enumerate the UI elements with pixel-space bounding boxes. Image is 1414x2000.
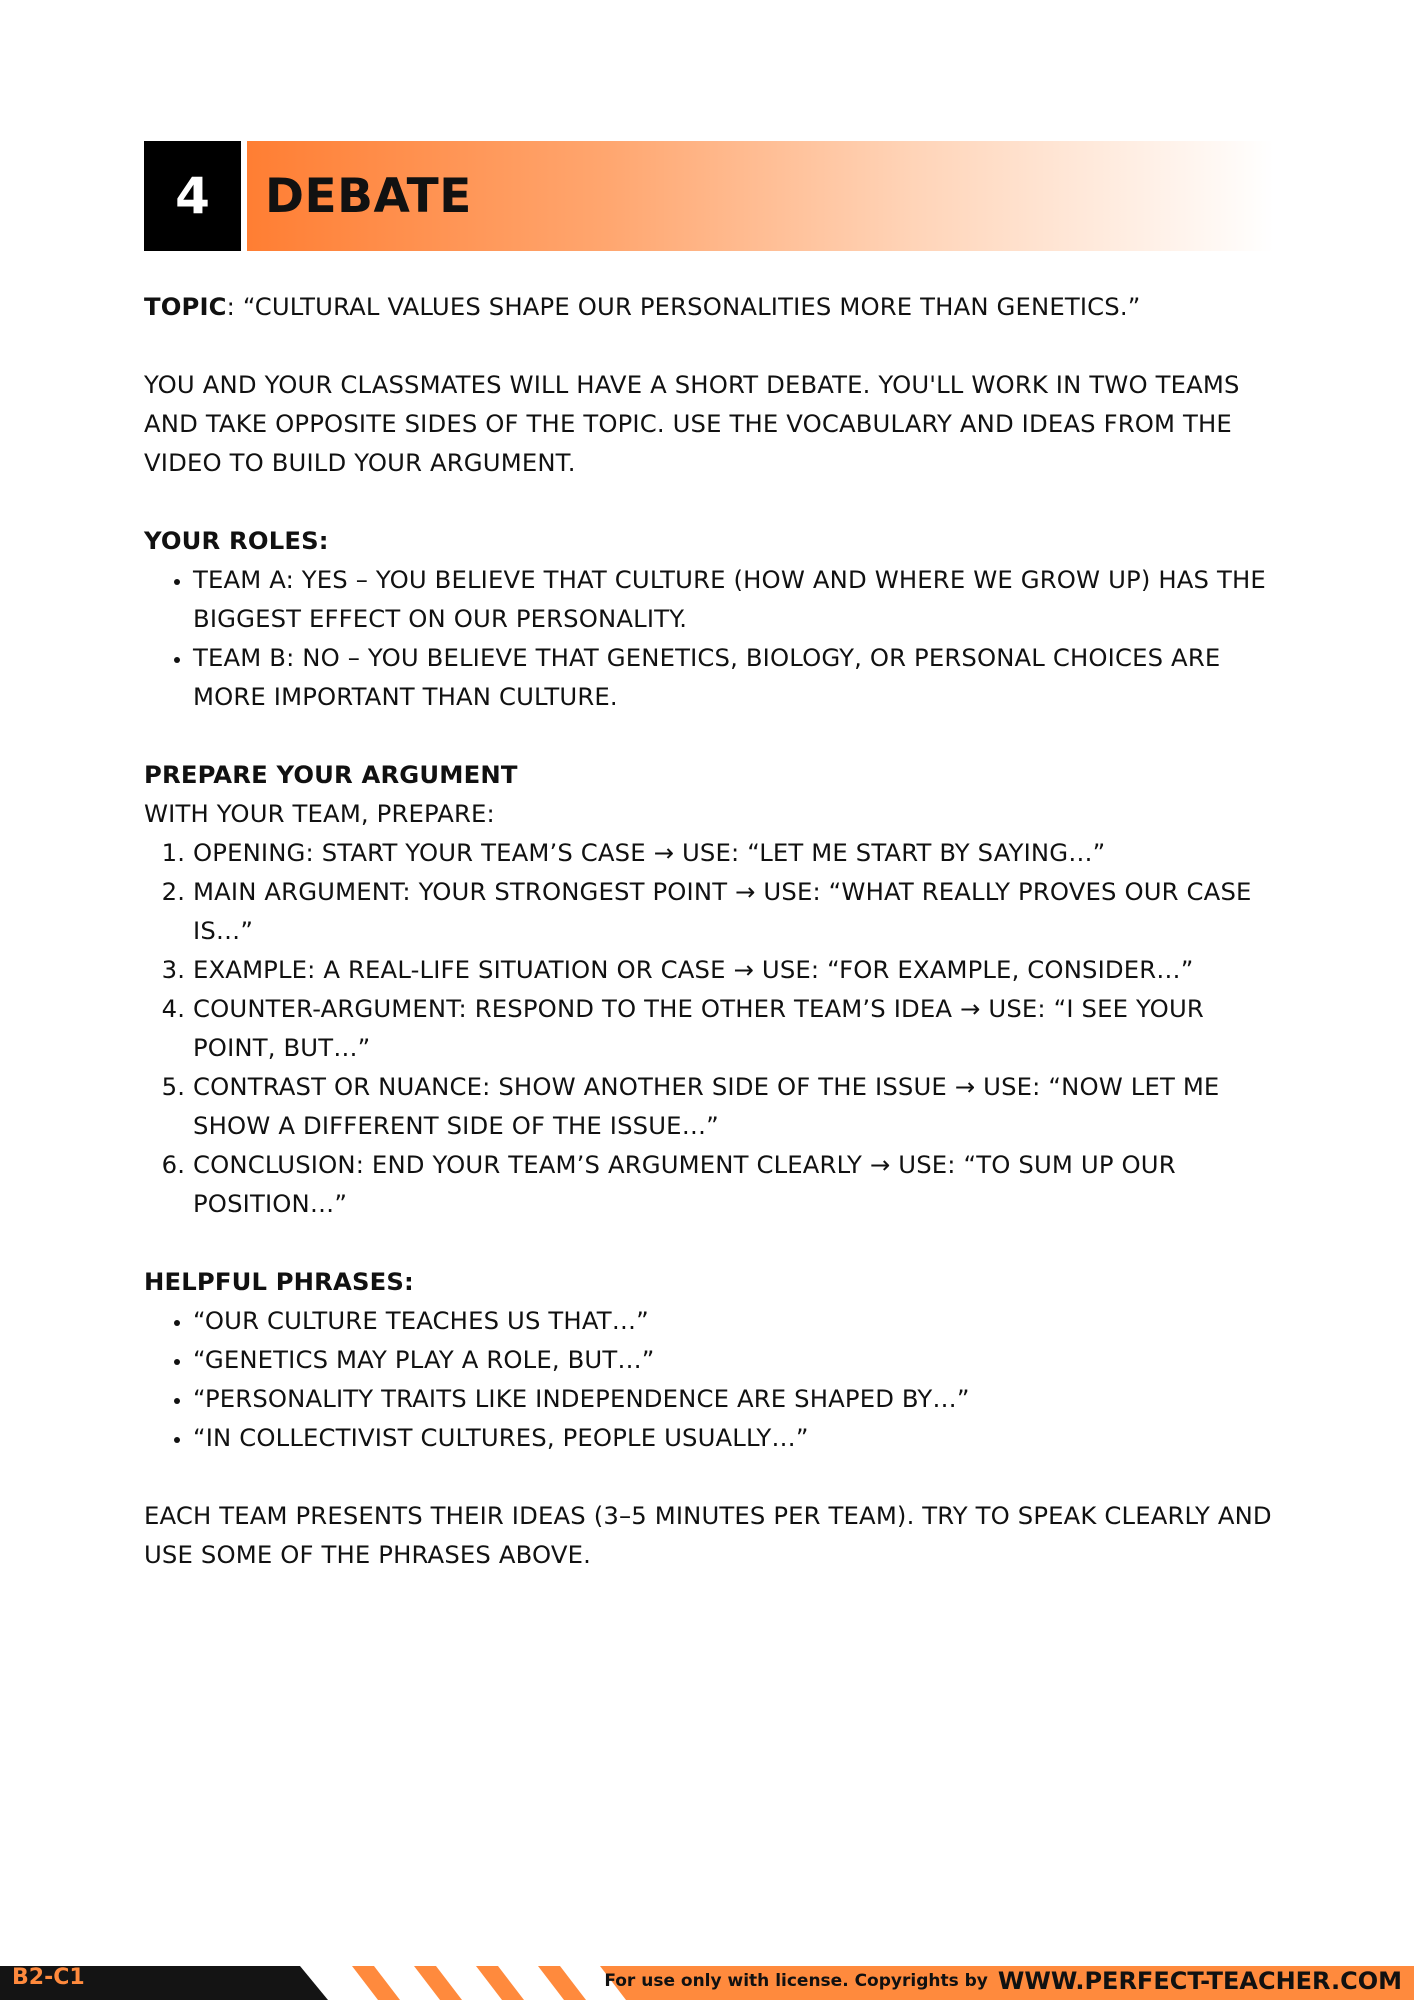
prepare-item: 2. MAIN ARGUMENT: YOUR STRONGEST POINT → USE: “WHAT REALLY PROVES OUR CASE IS…”	[193, 872, 1279, 950]
role-item: • TEAM B: NO – YOU BELIEVE THAT GENETICS, BIOLOGY, OR PERSONAL CHOICES ARE MORE IMPORTANT THAN CULTURE.	[193, 638, 1279, 716]
role-item: • TEAM A: YES – YOU BELIEVE THAT CULTURE (HOW AND WHERE WE GROW UP) HAS THE BIGGEST EFFECT ON OUR PERSONALITY.	[193, 560, 1279, 638]
section-title-bar	[247, 141, 1274, 251]
phrases-heading: HELPFUL PHRASES:	[144, 1267, 414, 1296]
license-text: For use only with license. Copyrights by	[604, 1971, 988, 1991]
phrases-list	[144, 1301, 1279, 1457]
phrase-item: • “GENETICS MAY PLAY A ROLE, BUT…”	[193, 1340, 1279, 1379]
prepare-list	[144, 833, 1279, 1223]
prepare-item: 6. CONCLUSION: END YOUR TEAM’S ARGUMENT CLEARLY → USE: “TO SUM UP OUR POSITION…”	[193, 1145, 1279, 1223]
intro-paragraph: YOU AND YOUR CLASSMATES WILL HAVE A SHORT DEBATE. YOU'LL WORK IN TWO TEAMS AND TAKE OPPOSITE SIDES OF THE TOPIC. USE THE VOCABULARY AND IDEAS FROM THE VIDEO TO BUILD YOUR ARGUMENT.	[144, 370, 1240, 477]
roles-list	[144, 560, 1279, 716]
roles-heading: YOUR ROLES:	[144, 526, 329, 555]
prepare-item: 1. OPENING: START YOUR TEAM’S CASE → USE: “LET ME START BY SAYING…”	[193, 833, 1279, 872]
section-header	[144, 141, 1274, 251]
section-title: DEBATE	[265, 168, 472, 224]
prepare-item: 3. EXAMPLE: A REAL-LIFE SITUATION OR CASE → USE: “FOR EXAMPLE, CONSIDER…”	[193, 950, 1279, 989]
topic-label: TOPIC	[144, 292, 227, 321]
topic-text: : “CULTURAL VALUES SHAPE OUR PERSONALITIES MORE THAN GENETICS.”	[226, 292, 1141, 321]
topic-line	[144, 287, 1279, 326]
closing-paragraph: EACH TEAM PRESENTS THEIR IDEAS (3–5 MINUTES PER TEAM). TRY TO SPEAK CLEARLY AND USE SOME OF THE PHRASES ABOVE.	[144, 1501, 1272, 1569]
level-badge: B2-C1	[12, 1965, 85, 1990]
phrase-item: • “IN COLLECTIVIST CULTURES, PEOPLE USUALLY…”	[193, 1418, 1279, 1457]
license-notice	[604, 1964, 1402, 1998]
website-link[interactable]: WWW.PERFECT-TEACHER.COM	[997, 1967, 1402, 1995]
prepare-item: 5. CONTRAST OR NUANCE: SHOW ANOTHER SIDE OF THE ISSUE → USE: “NOW LET ME SHOW A DIFFERENT SIDE OF THE ISSUE…”	[193, 1067, 1279, 1145]
prepare-heading: PREPARE YOUR ARGUMENT	[144, 760, 518, 789]
phrase-item: • “PERSONALITY TRAITS LIKE INDEPENDENCE ARE SHAPED BY…”	[193, 1379, 1279, 1418]
page-footer	[0, 1960, 1414, 2000]
prepare-item: 4. COUNTER-ARGUMENT: RESPOND TO THE OTHER TEAM’S IDEA → USE: “I SEE YOUR POINT, BUT…”	[193, 989, 1279, 1067]
worksheet-content	[144, 287, 1279, 1574]
phrase-item: • “OUR CULTURE TEACHES US THAT…”	[193, 1301, 1279, 1340]
section-number: 4	[144, 141, 241, 251]
prepare-subheading: WITH YOUR TEAM, PREPARE:	[144, 799, 495, 828]
